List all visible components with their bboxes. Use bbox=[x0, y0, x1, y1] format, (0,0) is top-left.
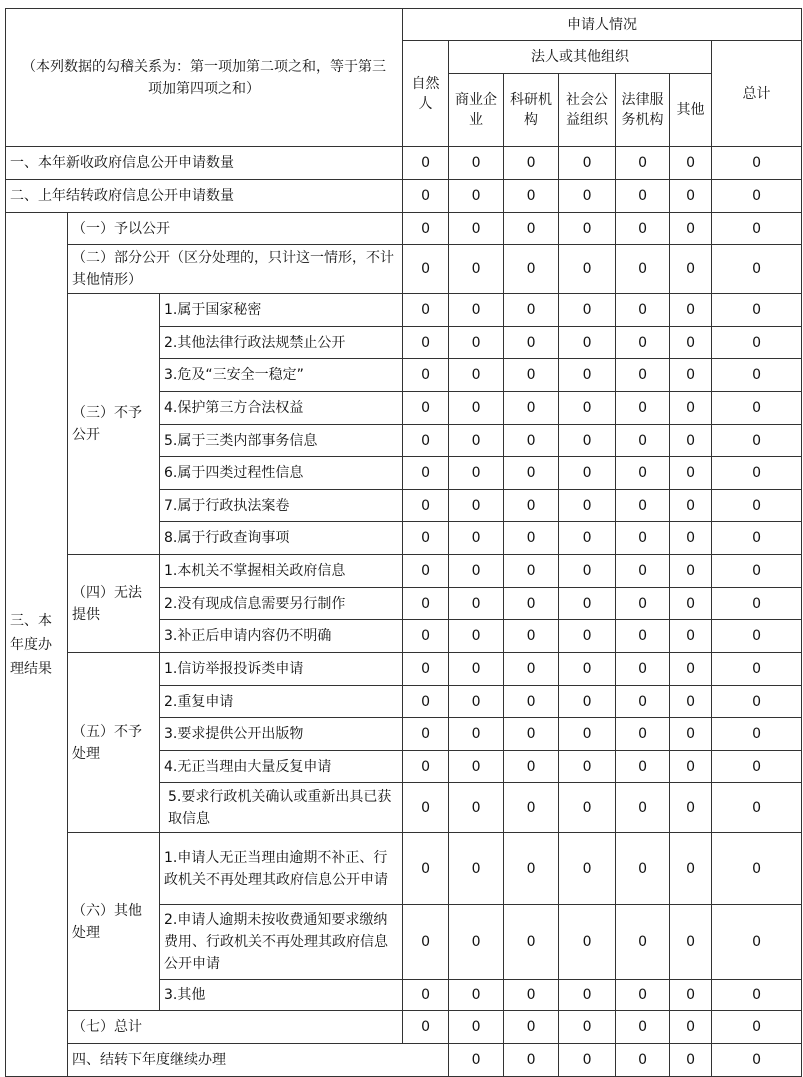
table-row bbox=[6, 653, 802, 686]
cell-value: 0 bbox=[504, 1044, 559, 1077]
cell-value: 0 bbox=[712, 980, 802, 1011]
cell-value: 0 bbox=[559, 783, 616, 833]
row-label: 四、结转下年度继续办理 bbox=[68, 1044, 449, 1077]
cell-value: 0 bbox=[559, 588, 616, 620]
cell-value: 0 bbox=[504, 751, 559, 783]
cell-value: 0 bbox=[559, 213, 616, 245]
cell-value: 0 bbox=[559, 686, 616, 718]
cell-value: 0 bbox=[616, 245, 670, 294]
cell-value: 0 bbox=[616, 522, 670, 555]
cell-value: 0 bbox=[559, 555, 616, 588]
cell-value: 0 bbox=[449, 147, 504, 180]
cell-value: 0 bbox=[504, 783, 559, 833]
group-label: （五）不予处理 bbox=[68, 653, 160, 833]
cell-value: 0 bbox=[712, 359, 802, 392]
row-label: 2.申请人逾期未按收费通知要求缴纳费用、行政机关不再处理其政府信息公开申请 bbox=[160, 905, 403, 980]
cell-value: 0 bbox=[712, 457, 802, 490]
cell-value: 0 bbox=[403, 245, 449, 294]
cell-value: 0 bbox=[559, 180, 616, 213]
cell-value: 0 bbox=[403, 213, 449, 245]
cell-value: 0 bbox=[504, 392, 559, 425]
cell-value: 0 bbox=[403, 905, 449, 980]
cell-value: 0 bbox=[712, 751, 802, 783]
cell-value: 0 bbox=[504, 980, 559, 1011]
cell-value: 0 bbox=[449, 327, 504, 359]
row-label: 4.无正当理由大量反复申请 bbox=[160, 751, 403, 783]
cell-value: 0 bbox=[712, 653, 802, 686]
cell-value: 0 bbox=[403, 457, 449, 490]
cell-value: 0 bbox=[616, 653, 670, 686]
cell-value: 0 bbox=[712, 1044, 802, 1077]
cell-value: 0 bbox=[504, 294, 559, 327]
cell-value: 0 bbox=[670, 457, 712, 490]
cell-value: 0 bbox=[616, 180, 670, 213]
total-header: 总计 bbox=[712, 41, 802, 147]
table-row bbox=[6, 1011, 802, 1044]
cell-value: 0 bbox=[504, 620, 559, 653]
cell-value: 0 bbox=[712, 294, 802, 327]
cell-value: 0 bbox=[559, 294, 616, 327]
cell-value: 0 bbox=[504, 653, 559, 686]
cell-value: 0 bbox=[504, 686, 559, 718]
cell-value: 0 bbox=[449, 1011, 504, 1044]
cell-value: 0 bbox=[449, 522, 504, 555]
cell-value: 0 bbox=[616, 147, 670, 180]
cell-value: 0 bbox=[712, 425, 802, 457]
row-label: （一）予以公开 bbox=[68, 213, 403, 245]
cell-value: 0 bbox=[712, 147, 802, 180]
cell-value: 0 bbox=[449, 555, 504, 588]
cell-value: 0 bbox=[616, 392, 670, 425]
table-row bbox=[6, 147, 802, 180]
cell-value: 0 bbox=[616, 783, 670, 833]
cell-value: 0 bbox=[449, 180, 504, 213]
cell-value: 0 bbox=[449, 980, 504, 1011]
applicant-header: 申请人情况 bbox=[403, 9, 802, 41]
row-label: 3.其他 bbox=[160, 980, 403, 1011]
cell-value: 0 bbox=[449, 392, 504, 425]
cell-value: 0 bbox=[670, 686, 712, 718]
cell-value: 0 bbox=[712, 327, 802, 359]
cell-value: 0 bbox=[449, 653, 504, 686]
cell-value: 0 bbox=[670, 147, 712, 180]
cell-value: 0 bbox=[504, 425, 559, 457]
cell-value: 0 bbox=[504, 522, 559, 555]
cell-value: 0 bbox=[712, 783, 802, 833]
cell-value: 0 bbox=[559, 522, 616, 555]
cell-value: 0 bbox=[616, 555, 670, 588]
row-label: （二）部分公开（区分处理的，只计这一情形，不计其他情形） bbox=[68, 245, 403, 294]
cell-value: 0 bbox=[670, 783, 712, 833]
cell-value: 0 bbox=[559, 327, 616, 359]
group-label: （四）无法提供 bbox=[68, 555, 160, 653]
cell-value: 0 bbox=[559, 1044, 616, 1077]
research-header: 科研机构 bbox=[504, 74, 559, 147]
cell-value: 0 bbox=[670, 490, 712, 522]
cell-value: 0 bbox=[403, 686, 449, 718]
row-label: 5.属于三类内部事务信息 bbox=[160, 425, 403, 457]
cell-value: 0 bbox=[449, 751, 504, 783]
row-label: 二、上年结转政府信息公开申请数量 bbox=[6, 180, 403, 213]
cell-value: 0 bbox=[403, 392, 449, 425]
cell-value: 0 bbox=[504, 359, 559, 392]
cell-value: 0 bbox=[559, 490, 616, 522]
row-label: 3.危及“三安全一稳定” bbox=[160, 359, 403, 392]
cell-value: 0 bbox=[712, 490, 802, 522]
row-label: 2.重复申请 bbox=[160, 686, 403, 718]
cell-value: 0 bbox=[504, 213, 559, 245]
row-label: 4.保护第三方合法权益 bbox=[160, 392, 403, 425]
cell-value: 0 bbox=[616, 905, 670, 980]
cell-value: 0 bbox=[670, 327, 712, 359]
cell-value: 0 bbox=[403, 653, 449, 686]
cell-value: 0 bbox=[403, 490, 449, 522]
cell-value: 0 bbox=[670, 980, 712, 1011]
cell-value: 0 bbox=[403, 522, 449, 555]
cell-value: 0 bbox=[559, 718, 616, 751]
natural-person-header: 自然人 bbox=[403, 41, 449, 147]
cell-value: 0 bbox=[616, 213, 670, 245]
cell-value: 0 bbox=[670, 833, 712, 905]
cell-value: 0 bbox=[403, 751, 449, 783]
cell-value: 0 bbox=[670, 718, 712, 751]
cell-value: 0 bbox=[712, 588, 802, 620]
row-label: 一、本年新收政府信息公开申请数量 bbox=[6, 147, 403, 180]
row-label: （七）总计 bbox=[68, 1011, 403, 1044]
cell-value: 0 bbox=[712, 180, 802, 213]
cell-value: 0 bbox=[670, 555, 712, 588]
table-row bbox=[6, 555, 802, 588]
cell-value: 0 bbox=[504, 490, 559, 522]
table-row bbox=[6, 180, 802, 213]
cell-value: 0 bbox=[449, 245, 504, 294]
row-label: 3.补正后申请内容仍不明确 bbox=[160, 620, 403, 653]
cell-value: 0 bbox=[403, 718, 449, 751]
cell-value: 0 bbox=[712, 833, 802, 905]
cell-value: 0 bbox=[504, 555, 559, 588]
cell-value: 0 bbox=[670, 588, 712, 620]
cell-value: 0 bbox=[616, 294, 670, 327]
row-label: 1.申请人无正当理由逾期不补正、行政机关不再处理其政府信息公开申请 bbox=[160, 833, 403, 905]
cell-value: 0 bbox=[616, 327, 670, 359]
cell-value: 0 bbox=[449, 783, 504, 833]
table-row bbox=[6, 833, 802, 905]
cell-value: 0 bbox=[559, 425, 616, 457]
cell-value: 0 bbox=[616, 620, 670, 653]
table-row bbox=[6, 1044, 802, 1077]
column-note: （本列数据的勾稽关系为：第一项加第二项之和，等于第三项加第四项之和） bbox=[6, 9, 403, 147]
cell-value: 0 bbox=[712, 213, 802, 245]
cell-value: 0 bbox=[616, 588, 670, 620]
cell-value: 0 bbox=[670, 522, 712, 555]
cell-value: 0 bbox=[504, 327, 559, 359]
cell-value: 0 bbox=[403, 980, 449, 1011]
cell-value: 0 bbox=[559, 1011, 616, 1044]
cell-value: 0 bbox=[559, 905, 616, 980]
row-label: 6.属于四类过程性信息 bbox=[160, 457, 403, 490]
cell-value: 0 bbox=[504, 245, 559, 294]
cell-value: 0 bbox=[616, 751, 670, 783]
cell-value: 0 bbox=[504, 457, 559, 490]
cell-value: 0 bbox=[712, 718, 802, 751]
cell-value: 0 bbox=[449, 1044, 504, 1077]
cell-value: 0 bbox=[559, 457, 616, 490]
cell-value: 0 bbox=[670, 294, 712, 327]
cell-value: 0 bbox=[559, 833, 616, 905]
cell-value: 0 bbox=[616, 1044, 670, 1077]
cell-value: 0 bbox=[670, 1044, 712, 1077]
cell-value: 0 bbox=[559, 653, 616, 686]
cell-value: 0 bbox=[670, 180, 712, 213]
legal-service-header: 法律服务机构 bbox=[616, 74, 670, 147]
cell-value: 0 bbox=[403, 425, 449, 457]
cell-value: 0 bbox=[712, 620, 802, 653]
other-header: 其他 bbox=[670, 74, 712, 147]
social-welfare-header: 社会公益组织 bbox=[559, 74, 616, 147]
cell-value: 0 bbox=[449, 294, 504, 327]
cell-value: 0 bbox=[504, 833, 559, 905]
cell-value: 0 bbox=[670, 213, 712, 245]
cell-value: 0 bbox=[403, 620, 449, 653]
cell-value: 0 bbox=[403, 555, 449, 588]
row-label: 2.其他法律行政法规禁止公开 bbox=[160, 327, 403, 359]
statistics-table bbox=[5, 8, 802, 1077]
group-label: （六）其他处理 bbox=[68, 833, 160, 1011]
cell-value: 0 bbox=[559, 751, 616, 783]
cell-value: 0 bbox=[449, 213, 504, 245]
cell-value: 0 bbox=[712, 245, 802, 294]
row-label: 2.没有现成信息需要另行制作 bbox=[160, 588, 403, 620]
cell-value: 0 bbox=[670, 359, 712, 392]
cell-value: 0 bbox=[403, 359, 449, 392]
cell-value: 0 bbox=[616, 1011, 670, 1044]
row-label: 1.信访举报投诉类申请 bbox=[160, 653, 403, 686]
cell-value: 0 bbox=[504, 147, 559, 180]
cell-value: 0 bbox=[403, 833, 449, 905]
cell-value: 0 bbox=[449, 905, 504, 980]
cell-value: 0 bbox=[616, 686, 670, 718]
cell-value: 0 bbox=[670, 425, 712, 457]
section-three-label: 三、本年度办理结果 bbox=[6, 213, 68, 1077]
cell-value: 0 bbox=[670, 620, 712, 653]
cell-value: 0 bbox=[616, 833, 670, 905]
cell-value: 0 bbox=[504, 588, 559, 620]
cell-value: 0 bbox=[712, 1011, 802, 1044]
cell-value: 0 bbox=[449, 718, 504, 751]
cell-value: 0 bbox=[712, 555, 802, 588]
cell-value: 0 bbox=[403, 588, 449, 620]
cell-value: 0 bbox=[670, 751, 712, 783]
table-row bbox=[6, 213, 802, 245]
cell-value: 0 bbox=[449, 490, 504, 522]
cell-value: 0 bbox=[403, 1011, 449, 1044]
table-row bbox=[6, 245, 802, 294]
table-row bbox=[6, 294, 802, 327]
cell-value: 0 bbox=[670, 245, 712, 294]
cell-value: 0 bbox=[616, 980, 670, 1011]
cell-value: 0 bbox=[616, 359, 670, 392]
cell-value: 0 bbox=[670, 653, 712, 686]
cell-value: 0 bbox=[403, 783, 449, 833]
cell-value: 0 bbox=[712, 905, 802, 980]
row-label: 7.属于行政执法案卷 bbox=[160, 490, 403, 522]
cell-value: 0 bbox=[616, 425, 670, 457]
row-label: 1.本机关不掌握相关政府信息 bbox=[160, 555, 403, 588]
cell-value: 0 bbox=[449, 588, 504, 620]
cell-value: 0 bbox=[449, 620, 504, 653]
cell-value: 0 bbox=[449, 686, 504, 718]
cell-value: 0 bbox=[504, 905, 559, 980]
cell-value: 0 bbox=[712, 686, 802, 718]
cell-value: 0 bbox=[559, 620, 616, 653]
cell-value: 0 bbox=[403, 180, 449, 213]
cell-value: 0 bbox=[559, 245, 616, 294]
cell-value: 0 bbox=[403, 294, 449, 327]
cell-value: 0 bbox=[504, 180, 559, 213]
row-label: 5.要求行政机关确认或重新出具已获取信息 bbox=[160, 783, 403, 833]
cell-value: 0 bbox=[559, 980, 616, 1011]
cell-value: 0 bbox=[403, 327, 449, 359]
row-label: 8.属于行政查询事项 bbox=[160, 522, 403, 555]
cell-value: 0 bbox=[670, 905, 712, 980]
row-label: 3.要求提供公开出版物 bbox=[160, 718, 403, 751]
cell-value: 0 bbox=[504, 1011, 559, 1044]
cell-value: 0 bbox=[616, 457, 670, 490]
commercial-header: 商业企业 bbox=[449, 74, 504, 147]
cell-value: 0 bbox=[449, 359, 504, 392]
cell-value: 0 bbox=[449, 457, 504, 490]
cell-value: 0 bbox=[670, 1011, 712, 1044]
legal-group-header: 法人或其他组织 bbox=[449, 41, 712, 74]
cell-value: 0 bbox=[559, 147, 616, 180]
cell-value: 0 bbox=[670, 392, 712, 425]
row-label: 1.属于国家秘密 bbox=[160, 294, 403, 327]
cell-value: 0 bbox=[449, 425, 504, 457]
cell-value: 0 bbox=[712, 392, 802, 425]
cell-value: 0 bbox=[449, 833, 504, 905]
cell-value: 0 bbox=[616, 490, 670, 522]
group-label: （三）不予公开 bbox=[68, 294, 160, 555]
cell-value: 0 bbox=[559, 359, 616, 392]
cell-value: 0 bbox=[504, 718, 559, 751]
cell-value: 0 bbox=[559, 392, 616, 425]
cell-value: 0 bbox=[616, 718, 670, 751]
cell-value: 0 bbox=[712, 522, 802, 555]
cell-value: 0 bbox=[403, 147, 449, 180]
